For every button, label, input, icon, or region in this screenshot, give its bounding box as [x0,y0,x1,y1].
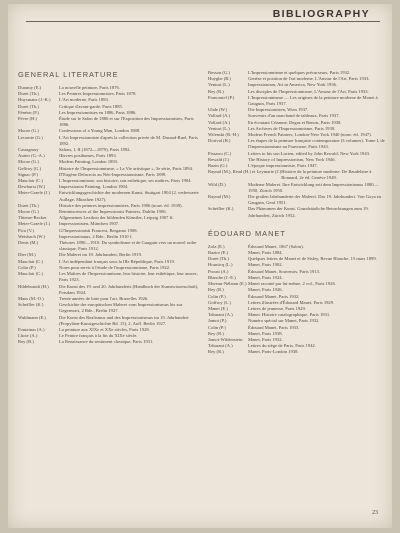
bibliography-entry [208,194,386,206]
entry-work: Édouard Manet, Paris 1933. [248,324,300,330]
entry-work: L'Art indépendant français sous la IIIe République, Paris 1919. [59,258,175,264]
entry-work: Histoire de l'Impressionnisme, « La Vie artistique », 3e série, Paris 1894. [59,165,194,171]
entry-work: Letters to his son Lucien, edited by John Rewald, New York 1943. [248,150,371,156]
entry-author: Venturi (L.) [208,125,230,131]
right-column [208,70,386,356]
entry-author: Uhde (W.) [208,107,228,113]
entry-author: Moore (G.) [18,159,39,165]
entry-work: D'Eugène Delacroix au Néo-Impressionnisme, Paris 1899. [59,171,167,177]
bibliography-entry [18,190,202,202]
entry-author: Rey (R.) [208,330,224,336]
entry-author: Scheffler (K.) [18,302,44,308]
entry-work: L'Impressionnisme — Les origines de la peinture moderne de Monet à Gauguin, Paris 1937. [248,94,378,107]
entry-author: Moore (G.) [18,209,39,215]
entry-author: Mauclair (C.) [18,271,44,277]
entry-author: Coltu (P.) [18,264,36,270]
entry-author: Meier-Graefe (J.) [18,190,51,196]
entry-work: Édouard Manet, 1867 (Salon). [248,243,304,249]
header-rule [26,21,380,22]
book-page [8,4,392,528]
bibliography-entry [208,95,386,107]
page-title: BIBLIOGRAPHY [272,8,370,20]
entry-work: Trente années de lutte pour l'art, Bruxelles 1926. [59,295,149,301]
entry-author: Dewhurst (W.) [18,184,46,190]
entry-work: Les Maîtres de l'Impressionnisme, leur histoire, leur esthétique, leur œuvre, Paris 1923. [59,271,198,283]
entry-author: Duret (Th.) [18,91,39,97]
entry-author: Raynal (M.) [208,194,231,200]
entry-author: Proust (A.) [208,268,229,274]
entry-work: Manet, Paris 1926. [248,287,283,293]
entry-work: L'Impressionnisme, son histoire, son esthétique, ses maîtres, Paris 1904. [59,178,192,184]
entry-work: Die großen Jahrhunderte der Malerei. Das 19. Jahrhundert. Von Goya zu Gauguin, Genf 1951. [248,194,382,206]
entry-work: L'Art Impressionniste d'après la collection privée de M. Durand-Ruel, Paris 1892. [59,134,198,146]
entry-author: Goffroy (L.) [208,299,231,305]
section-heading-manet: ÉDOUARD MANET [208,228,286,238]
entry-author: Lecomte (G.) [18,134,43,140]
entry-author: Castagnary [18,147,39,153]
entry-work: Modern French Painters, London-New York 1940 (nouv. éd. 1947). [248,132,372,138]
entry-work: Manet. Histoire catalographique, Paris 1931. [248,312,331,318]
entry-author: Raynal (M.), Read (H.) et Leymarie (J.) [208,169,282,175]
entry-author: Hildebrandt (H.) [18,283,49,289]
entry-author: Mauclair (C.) [18,178,44,184]
entry-author: Jamot (P.) [208,318,227,324]
entry-work: Notes pour servir à l'étude de l'impressionnisme, Paris 1922. [59,264,171,270]
entry-author: Waldmann (E.) [18,314,46,320]
entry-work: La Renaissance du sentiment classique, Paris 1931. [59,339,154,345]
bibliography-entry [208,182,386,194]
entry-author: Févre (H.) [18,116,38,122]
bibliography-entry [18,339,202,345]
entry-work: Genèse et position de l'art moderne, L'Amour de l'Art, Paris 1933. [248,76,370,82]
entry-author: Francastel (P.) [208,94,235,100]
entry-author: Rewald (J.) [208,156,230,162]
entry-author: Huyghe (R.) [208,76,231,82]
entry-work: Reminiscences of the Impressionist Painters, Dublin 1906. [59,209,167,215]
section-heading-general: GENERAL LITERATURE [18,70,119,79]
entry-work: Impressionismus, 2 Bde., Berlin 1910 f. [59,233,133,239]
entry-author: Maus (M.-O.) [18,295,44,301]
entry-author: Besson (G.) [208,70,230,75]
bibliography-entry [208,169,386,181]
entry-author: Rey (R.) [208,287,224,293]
entry-work: L'Art moderne, Paris 1883. [59,97,109,103]
entry-author: Bazire (E.) [208,250,229,256]
bibliography-entry [18,271,202,283]
entry-author: Rey (R.) [18,339,34,345]
entry-author: Vollard (A.) [208,113,231,119]
page-number: 23 [372,510,378,516]
entry-author: Zola (E.) [208,243,225,249]
entry-work: Histoire des peintres impressionnistes, Paris 1906 (nouv. éd. 1939). [59,202,183,208]
entry-work: La nouvelle peinture, Paris 1876. [59,85,120,90]
entry-work: L'époque impressionniste, Paris 1947. [248,163,318,169]
entry-work: The History of Impressionism, New York 1946. [248,156,336,162]
entry-author: Blanche (J.-E.) [208,274,236,280]
section-gap [208,219,386,229]
entry-work: Impressionisten, München 1907. [59,221,120,227]
entry-author: Huysmans (J.-K.) [18,97,51,103]
entry-work: Histoire de la peinture moderne: De Baudelaire à Bonnard, 2e éd. Genève 1949. [281,169,372,181]
entry-work: Allgemeines Lexikon der bildenden Künstler, Leipzig 1907 ff. [59,215,174,221]
manet-literature-list [208,244,386,356]
entry-author: Moreau-Nélaton (E.) [208,281,247,287]
bibliography-entry [18,302,202,314]
entry-work: Confessions of a Young Man, London 1888. [59,128,141,134]
entry-work: Manet, Paris 1932. [248,336,283,342]
entry-work: Lettres illustrées d'Édouard Manet, Paris 1929. [248,299,335,305]
entry-work: Édouard Manet, Paris 1932. [248,293,300,299]
entry-work: Impressionist Painting, London 1904. [59,184,129,190]
entry-author: Duret (Th.) [18,202,39,208]
entry-author: Fénéon (F.) [18,109,40,115]
entry-work: Théories 1890—1910. Du symbolisme et de Gauguin vers un nouvel ordre classique, Paris 1912. [59,240,197,252]
entry-author: Thieme-Becker [18,215,47,221]
entry-work: Manet, Paris 1924. [248,274,283,280]
entry-author: Pica (V.) [18,227,34,233]
entry-author: Geffroy (G.) [18,165,42,171]
left-column [18,70,202,346]
entry-work: Die Kunst des 19. und 20. Jahrhunderts (Handbuch der Kunstwissenschaft), Potsdam 1924. [59,283,199,295]
general-literature-list [18,85,202,346]
entry-work: Les Archives de l'Impressionnisme, Paris 1939. [248,125,336,131]
entry-work: Les Peintres Impressionnistes, Paris 1878. [59,91,137,97]
entry-author: Manet (E.) [208,305,228,311]
entry-work: Das Phänomen der Kunst. Grundsätzliche Betrachtungen zum 19. Jahrhundert, Zürich 1952. [248,206,369,218]
entry-work: Die Kunst des Realismus und des Impressionismus im 19. Jahrhundert (Propyläen-Kunstgeschichte Bd. 15), 2. Aufl. Berlin 1927. [59,314,189,326]
entry-work: Moderne Malerei. Ihre Entwicklung seit dem Impressionismus 1880—1950, Zürich 1950. [248,181,379,193]
entry-work: Manet, Paris-London 1938. [248,349,299,355]
entry-author: Colin (P.) [208,293,226,299]
entry-author: Meier-Graefe (J.) [18,221,51,227]
bibliography-entry [208,138,386,150]
entry-work: Étude sur le Salon de 1886 et sur l'Exposition des Impressionnistes, Paris 1886. [59,116,194,128]
entry-author: Fontainas (A.) [18,326,45,332]
entry-work: Le Peintre français à la fin du XIXe siècle. [59,333,138,339]
bibliography-entry [18,240,202,252]
entry-author: Mauclair (C.) [18,258,44,264]
entry-work: Lettres de jeunesse, Paris 1929. [248,305,306,311]
entry-work: Geschichte der europäischen Malerei vom Impressionismus bis zur Gegenwart, 2 Bde., Berlin 1927. [59,302,183,314]
entry-work: Modern Painting, London 1893. [59,159,119,165]
entry-author: Duranty (E.) [18,85,42,90]
entry-author: Wilenski (R.-H.) [208,132,239,138]
bibliography-entry [18,135,202,147]
entry-work: Manet, Paris 1884. [248,250,283,256]
entry-work: Salons, I, II (1872—1879), Paris 1892. [59,147,131,153]
entry-author: Rey (R.) [208,349,224,355]
entry-author: Jamot-Wildenstein [208,336,243,342]
general-literature-continued-list [208,70,386,219]
entry-author: Signac (P.) [18,171,38,177]
entry-work: Die Malerei im 19. Jahrhundert, Berlin 1919. [59,252,143,258]
entry-work: Œuvres posthumes, Paris 1893. [59,153,117,159]
entry-author: Duret (Th.) [208,256,229,262]
entry-author: Venturi (L.) [208,82,230,88]
entry-author: Dier (M.) [18,252,36,258]
entry-author: Moore (G.) [18,128,39,134]
entry-author: Hourticq (L.) [208,262,233,268]
entry-work: Manet raconté par lui-même, 2 vol., Paris 1926. [248,281,336,287]
entry-work: L'Impressionnisme et quelques précurseurs, Paris 1932. [248,70,351,75]
entry-author: Weisbach (W.) [18,233,46,239]
entry-work: Quelques lettres de Manet et de Sisley, Revue Blanche, 15 mars 1899. [248,256,377,262]
entry-author: Lhote (A.) [18,333,38,339]
bibliography-entry [208,349,386,355]
entry-author: Aurier (G.-A.) [18,153,45,159]
entry-work: Numéro spécial sur Manet, Paris 1932. [248,318,320,324]
entry-work: Impressionism, Art in America, New York 1936. [248,82,338,88]
entry-work: Lettres du siège de Paris, Paris 1942. [248,343,316,349]
entry-author: Rey (R.) [208,88,224,94]
entry-author: Scheffler (K.) [208,206,234,212]
entry-author: Tabarant (A.) [208,312,233,318]
entry-work: Les disciples de l'Impressionnisme, L'Amour de l'Art, Paris 1933. [248,88,369,94]
entry-author: Bazin (G.) [208,163,228,169]
entry-work: Souvenirs d'un marchand de tableaux, Paris 1937. [248,113,340,119]
bibliography-entry [208,206,386,218]
entry-work: Manet, Paris 1938. [248,330,283,336]
entry-author: Pissarro (C.) [208,150,232,156]
entry-work: Critique d'avant-garde, Paris 1885. [59,103,123,109]
bibliography-entry [18,116,202,128]
entry-work: Die Impressionisten, Wien 1937. [248,107,309,113]
entry-work: Manet, Paris 1902. [248,262,283,268]
entry-author: Vollard (A.) [208,119,231,125]
entry-author: Duret (Th.) [18,103,39,109]
entry-author: Dorival (B.) [208,138,231,144]
entry-author: Wild (D.) [208,181,226,187]
entry-work: Gl'Impressionisti Francesi, Bergamo 1908. [59,227,138,233]
entry-work: Entwicklungsgeschichte der modernen Kunst, Stuttgart 1904 (2. verbesserte Auflage, München 1927). [59,190,199,202]
entry-work: Édouard Manet, Souvenirs, Paris 1913. [248,268,321,274]
entry-author: Tabarant (A.) [208,343,233,349]
entry-author: Colin (P.) [208,324,226,330]
entry-author: Denis (M.) [18,240,39,246]
entry-work: En écoutant Cézanne, Degas et Renoir, Paris 1938. [248,119,342,125]
entry-work: Les étapes de la peinture française contemporaine (3 volumes). Tome I, de l'Impressionnisme au Fauvisme, Paris 1943. [248,138,385,150]
entry-work: La peinture aux XIXe et XXe siècles, Paris 1928. [59,326,150,332]
bibliography-entry [18,315,202,327]
bibliography-entry [18,284,202,296]
entry-work: Les Impressionnistes en 1886, Paris 1886. [59,109,137,115]
